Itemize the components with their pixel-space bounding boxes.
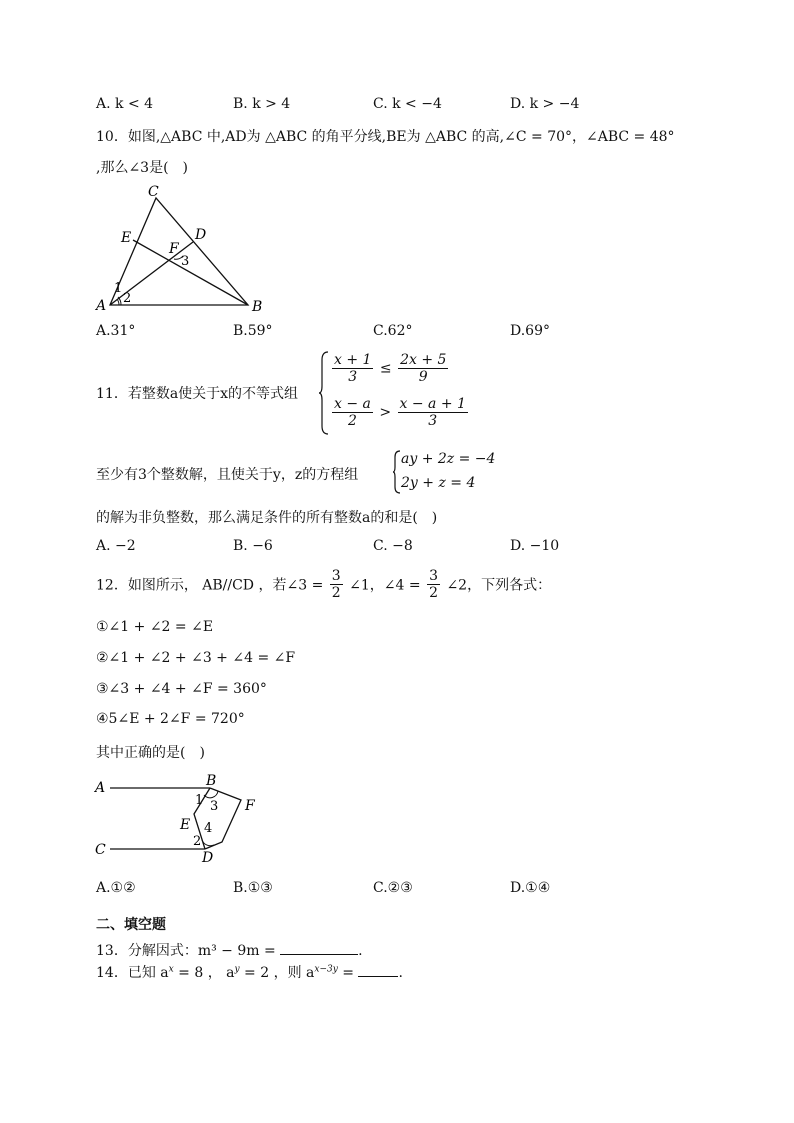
q10-triangle-figure xyxy=(90,180,280,320)
q9-option-c: C. k < −4 xyxy=(373,96,442,112)
q13: 13．分解因式：m³ − 9m = . xyxy=(96,943,363,959)
q12-option-b: B.①③ xyxy=(233,880,273,896)
q12-option-d: D.①④ xyxy=(510,880,551,896)
label-c: C xyxy=(148,184,159,200)
q10-option-b: B.59° xyxy=(233,323,273,339)
label-b: B xyxy=(252,299,263,315)
label-angle-1: 1 xyxy=(114,281,123,296)
q14-text-b: = 8 ， a xyxy=(173,965,235,981)
q11-ineq1-op: ≤ xyxy=(379,360,392,377)
q11-mid-text: 至少有3个整数解，且使关于y，z的方程组 xyxy=(96,467,359,483)
label-b: B xyxy=(206,773,217,789)
q10-options xyxy=(96,323,736,343)
q12-option-c: C.②③ xyxy=(373,880,413,896)
q10-option-a: A.31° xyxy=(96,323,136,339)
q12-item-4: ④5∠E + 2∠F = 720° xyxy=(96,711,245,727)
label-angle-2: 2 xyxy=(123,291,132,306)
q11-ineq2-lhs-num: x − a xyxy=(334,396,371,412)
q13-text: 13．分解因式：m³ − 9m = xyxy=(96,943,276,959)
q11-options xyxy=(96,538,736,558)
q9-option-b: B. k > 4 xyxy=(233,96,291,112)
q12-item-2: ②∠1 + ∠2 + ∠3 + ∠4 = ∠F xyxy=(96,650,296,666)
q11-equation-1: ay + 2z = −4 xyxy=(401,451,496,467)
q14-text-d: = xyxy=(337,965,355,981)
q11-option-c: C. −8 xyxy=(373,538,413,554)
q12-stem-c: ∠2，下列各式： xyxy=(446,577,552,594)
label-c: C xyxy=(95,842,106,858)
q11-ineq1-lhs-den: 3 xyxy=(348,369,358,385)
q9-options xyxy=(96,96,736,116)
q11-equation-2: 2y + z = 4 xyxy=(401,475,476,491)
label-angle-4: 4 xyxy=(204,821,213,836)
q9-option-d: D. k > −4 xyxy=(510,96,580,112)
q12-stem xyxy=(96,568,551,601)
q10-stem-line1: 10．如图,△ABC 中,AD为 △ABC 的角平分线,BE为 △ABC 的高,∠C = 70°，∠ABC = 48° xyxy=(96,129,675,145)
q10-stem-line2: ,那么∠3是( ) xyxy=(96,160,189,176)
q11-inequality-1 xyxy=(330,352,450,385)
label-angle-3: 3 xyxy=(210,799,219,814)
label-angle-2: 2 xyxy=(193,834,202,849)
broken-line-bfd xyxy=(205,788,241,849)
q11-ineq2-lhs-den: 2 xyxy=(347,413,357,429)
q11-option-b: B. −6 xyxy=(233,538,273,554)
q11-ineq1-rhs-num: 2x + 5 xyxy=(400,352,447,368)
q11-option-a: A. −2 xyxy=(96,538,136,554)
q14: 14．已知 $a^x = 8$ ， $a^y = 2$ ，则 $a^{x-3y}$ = . xyxy=(96,964,403,981)
q14-exp-x: x xyxy=(168,964,174,975)
q10-option-c: C.62° xyxy=(373,323,413,339)
q12-item-3: ③∠3 + ∠4 + ∠F = 360° xyxy=(96,681,267,697)
label-f: F xyxy=(245,798,255,814)
q11-option-d: D. −10 xyxy=(510,538,560,554)
angle-mark-2 xyxy=(117,299,119,305)
label-e: E xyxy=(121,230,132,246)
q12-frac2-num: 3 xyxy=(429,568,438,584)
q11-tail: 的解为非负整数，那么满足条件的所有整数a的和是( ) xyxy=(96,510,438,526)
q12-frac1-num: 3 xyxy=(331,568,341,584)
label-angle-3: 3 xyxy=(181,254,190,269)
section-title: 二、填空题 xyxy=(96,917,166,933)
q9-option-a: A. k < 4 xyxy=(96,96,154,112)
q14-text-a: 14．已知 a xyxy=(96,965,169,981)
q12-options xyxy=(96,880,736,900)
q14-text-c: = 2 ，则 a xyxy=(239,965,315,981)
label-e: E xyxy=(180,817,191,833)
q11-ineq2-rhs-den: 3 xyxy=(428,413,438,429)
q11-ineq2-rhs-num: x − a + 1 xyxy=(399,396,466,412)
q12-stem-a: 12．如图所示， AB//CD ，若∠3 = xyxy=(96,577,324,594)
label-a: A xyxy=(95,780,106,796)
q10-option-d: D.69° xyxy=(510,323,550,339)
q12-item-1: ①∠1 + ∠2 = ∠E xyxy=(96,619,214,635)
q11-ineq2-op: > xyxy=(379,404,392,421)
label-d: D xyxy=(202,850,214,865)
q12-frac2-den: 2 xyxy=(429,585,438,601)
q14-exp-y: y xyxy=(234,964,240,975)
q12-frac1-den: 2 xyxy=(331,585,341,601)
altitude-be xyxy=(133,240,248,305)
q11-inequality-brace xyxy=(318,350,330,436)
q12-question: 其中正确的是( ) xyxy=(96,745,205,761)
q12-stem-b: ∠1，∠4 = xyxy=(349,577,421,594)
q14-exp-xy: x−3y xyxy=(314,964,338,975)
label-d: D xyxy=(195,227,207,243)
q12-parallel-figure xyxy=(90,770,270,865)
q14-answer-blank[interactable] xyxy=(358,976,398,977)
q11-ineq1-rhs-den: 9 xyxy=(418,369,428,385)
q11-inequality-2 xyxy=(330,396,470,429)
q12-option-a: A.①② xyxy=(96,880,136,896)
label-f: F xyxy=(169,241,179,257)
label-a: A xyxy=(96,298,107,314)
q11-prefix: 11．若整数a使关于x的不等式组 xyxy=(96,386,299,402)
q11-ineq1-lhs-num: x + 1 xyxy=(334,352,372,368)
q13-answer-blank[interactable] xyxy=(280,954,358,955)
label-angle-1: 1 xyxy=(195,793,204,808)
